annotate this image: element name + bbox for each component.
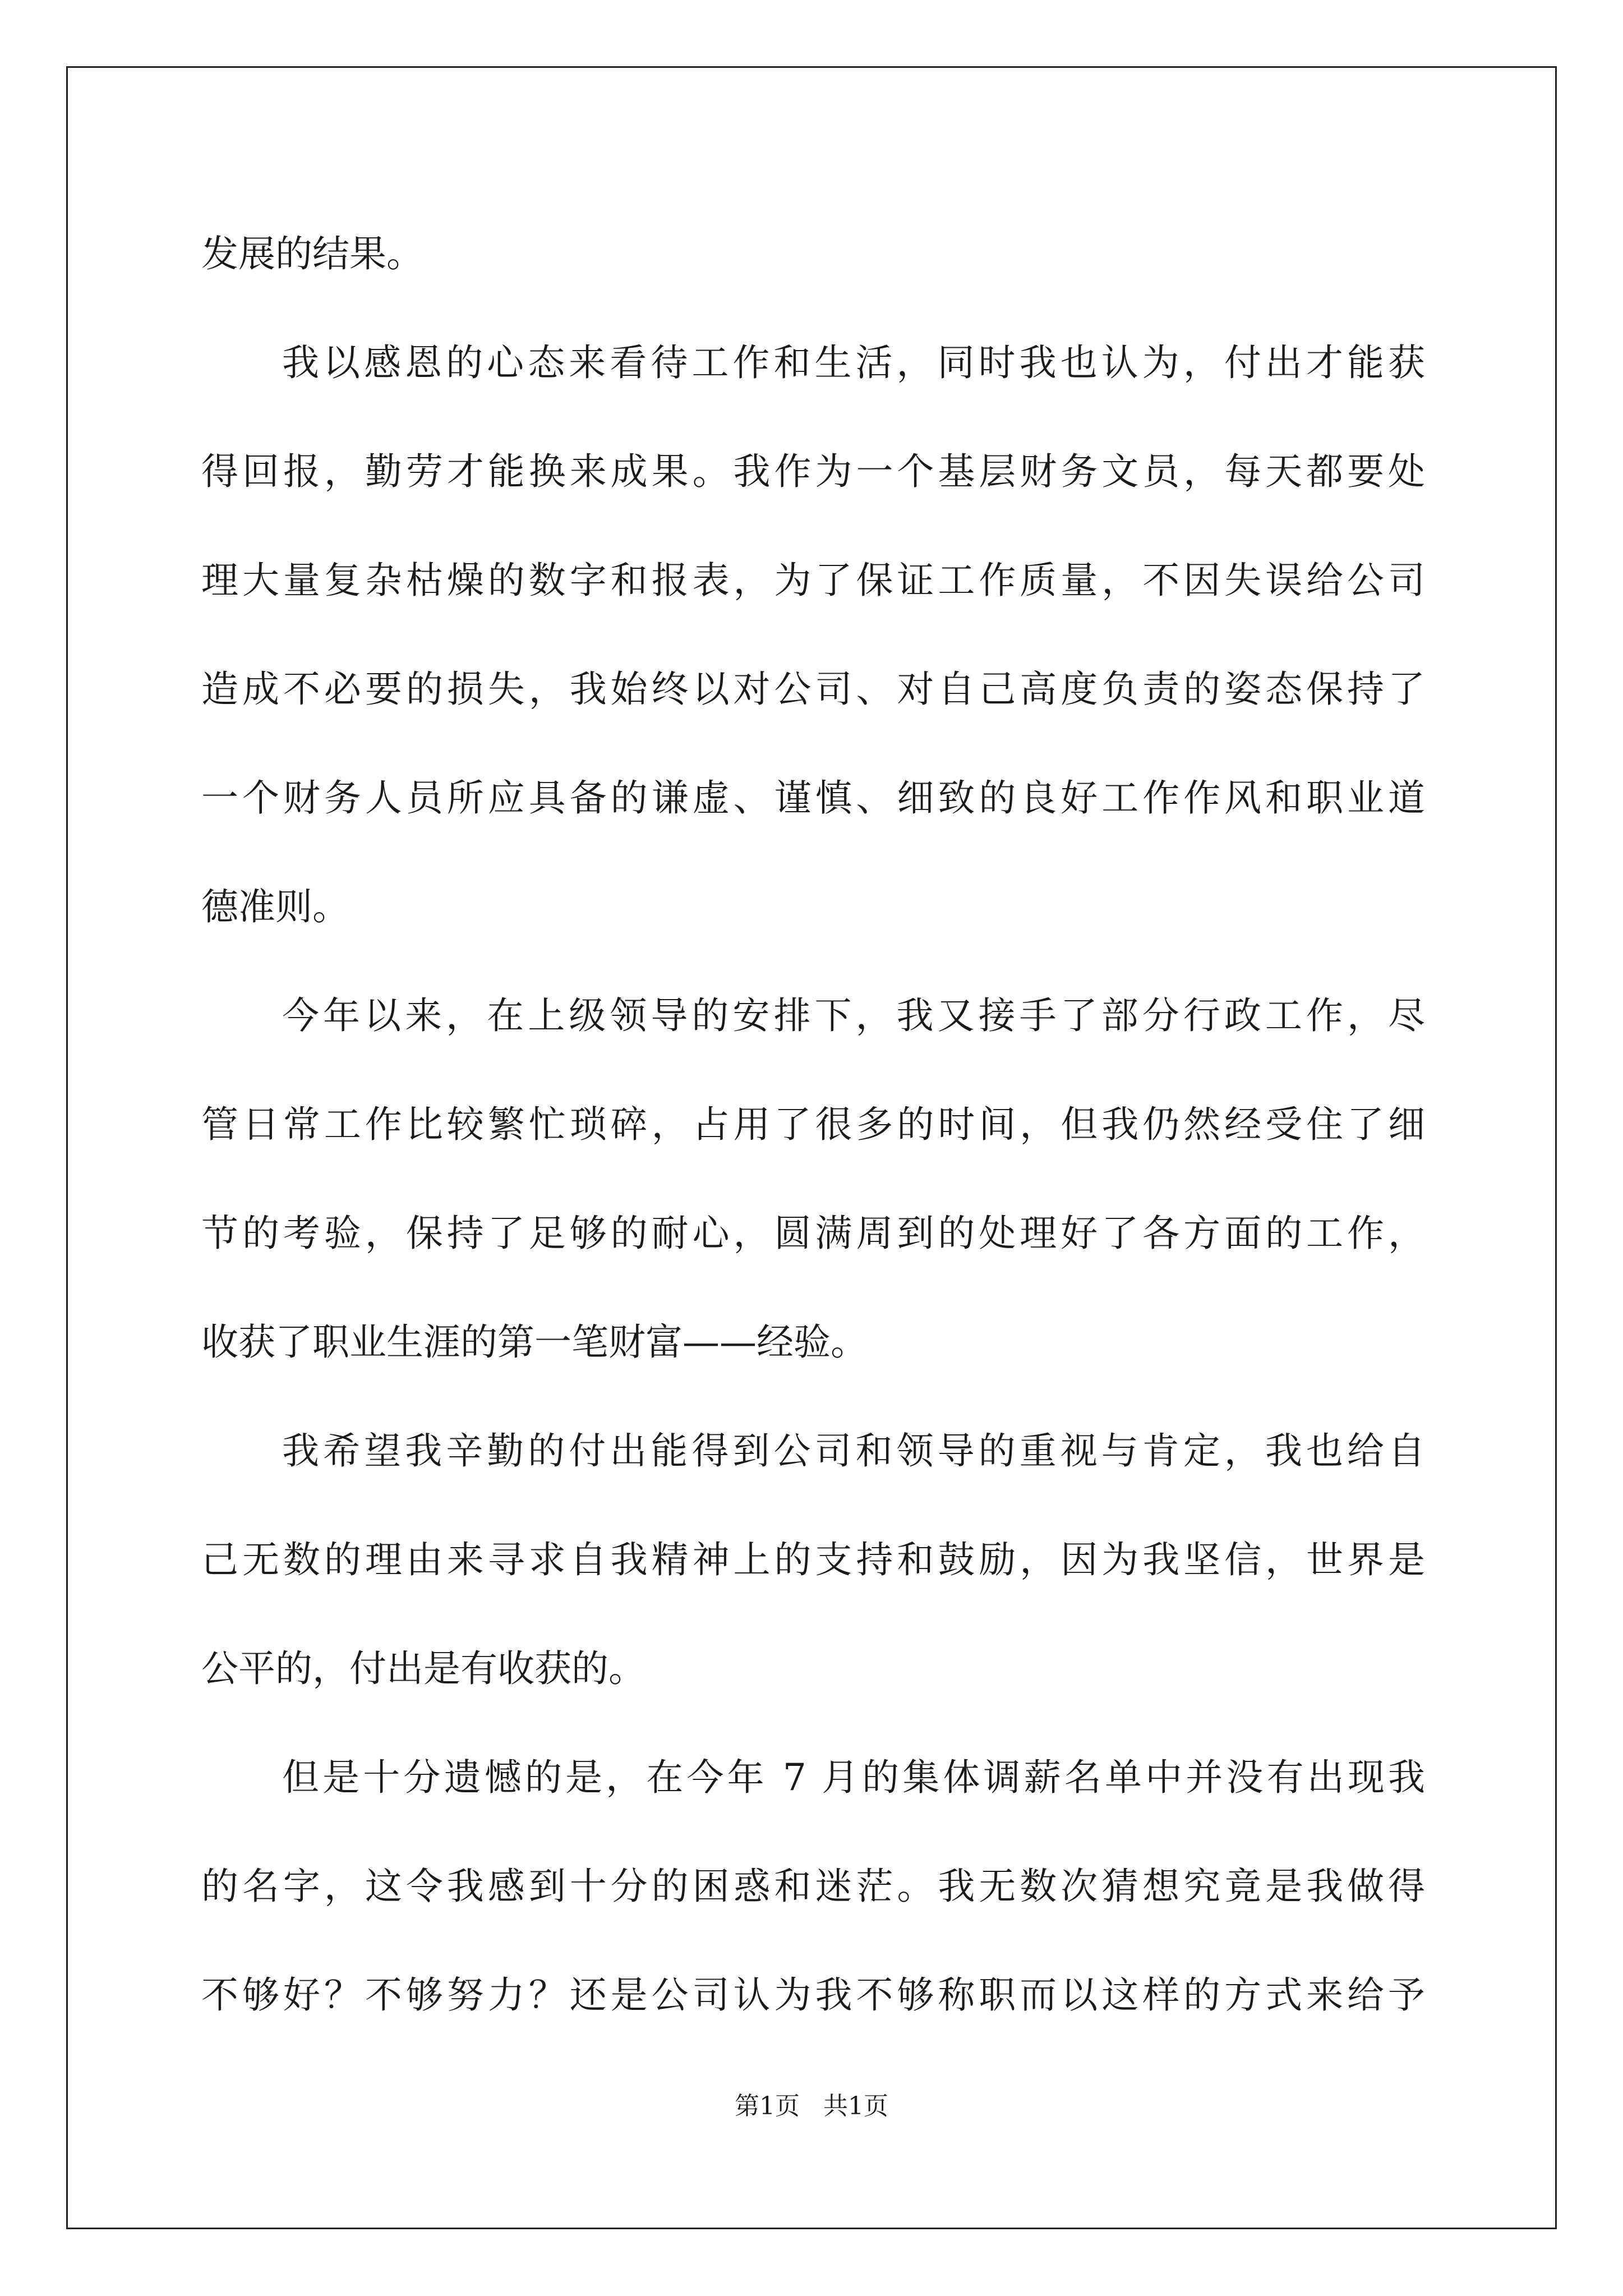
- text-line: 德准则。: [201, 885, 349, 928]
- paragraph-first-line: 但是十分遗憾的是，在今年 7 月的集体调薪名单中并没有出现我: [282, 1756, 1425, 1799]
- text-line: 发展的结果。: [201, 232, 423, 275]
- page-number: 第1页: [735, 2092, 800, 2120]
- text-line: 公平的，付出是有收获的。: [201, 1647, 645, 1690]
- text-line: 的名字，这令我感到十分的困惑和迷茫。我无数次猜想究竟是我做得: [201, 1865, 1425, 1908]
- text-line: 理大量复杂枯燥的数字和报表，为了保证工作质量，不因失误给公司: [201, 559, 1425, 602]
- paragraph-first-line: 今年以来，在上级领导的安排下，我又接手了部分行政工作，尽: [282, 994, 1425, 1037]
- text-line: 己无数的理由来寻求自我精神上的支持和鼓励，因为我坚信，世界是: [201, 1538, 1425, 1581]
- document-body: [201, 200, 1425, 2050]
- text-line: 收获了职业生涯的第一笔财富——经验。: [201, 1320, 868, 1364]
- page-footer: [0, 2090, 1623, 2123]
- text-line: 不够好？不够努力？还是公司认为我不够称职而以这样的方式来给予: [201, 1973, 1425, 2017]
- text-line: 得回报，勤劳才能换来成果。我作为一个基层财务文员，每天都要处: [201, 450, 1425, 493]
- paragraph-first-line: 我希望我辛勤的付出能得到公司和领导的重视与肯定，我也给自: [282, 1429, 1425, 1473]
- text-line: 节的考验，保持了足够的耐心，圆满周到的处理好了各方面的工作，: [201, 1212, 1425, 1255]
- text-line: 管日常工作比较繁忙琐碎，占用了很多的时间，但我仍然经受住了细: [201, 1103, 1425, 1146]
- text-line: 一个财务人员所应具备的谦虚、谨慎、细致的良好工作作风和职业道: [201, 776, 1425, 820]
- text-line: 造成不必要的损失，我始终以对公司、对自己高度负责的姿态保持了: [201, 668, 1425, 711]
- paragraph-first-line: 我以感恩的心态来看待工作和生活，同时我也认为，付出才能获: [282, 341, 1425, 384]
- page-total: 共1页: [823, 2092, 888, 2120]
